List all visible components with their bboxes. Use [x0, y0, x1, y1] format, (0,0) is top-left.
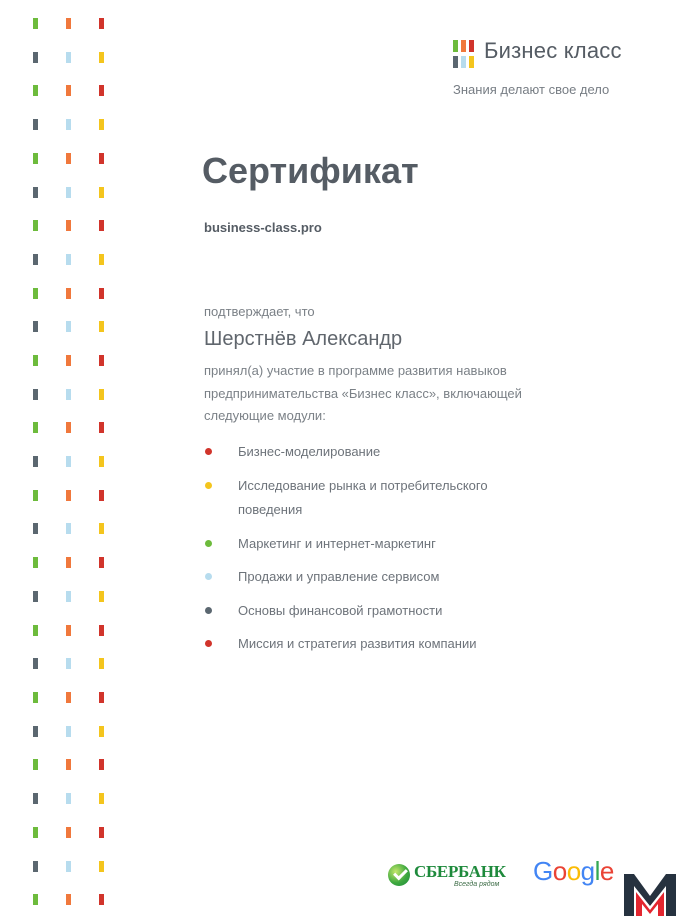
decorative-dot	[99, 220, 104, 231]
bullet-icon	[205, 573, 212, 580]
decorative-dot	[99, 894, 104, 905]
decorative-dot	[33, 726, 38, 737]
decorative-dot	[33, 861, 38, 872]
certificate-title: Сертификат	[202, 150, 419, 191]
decorative-dot	[33, 52, 38, 63]
decorative-dot	[99, 523, 104, 534]
google-letter: l	[594, 856, 600, 886]
decorative-dot	[33, 153, 38, 164]
decorative-dot	[33, 422, 38, 433]
decorative-dot	[33, 557, 38, 568]
decorative-dot-pattern	[0, 0, 120, 920]
decorative-dot	[33, 490, 38, 501]
decorative-dot	[66, 557, 71, 568]
decorative-dot	[99, 18, 104, 29]
decorative-dot	[33, 220, 38, 231]
decorative-dot	[99, 591, 104, 602]
module-label: Бизнес-моделирование	[238, 444, 381, 459]
google-letter: e	[599, 856, 614, 886]
decorative-dot	[99, 321, 104, 332]
decorative-dot	[99, 557, 104, 568]
m-logo-icon	[624, 872, 676, 916]
decorative-dot	[66, 523, 71, 534]
decorative-dot	[66, 793, 71, 804]
decorative-dot	[99, 254, 104, 265]
google-letter: G	[533, 856, 553, 886]
sberbank-name: СБЕРБАНК	[414, 862, 506, 881]
google-letter: o	[566, 856, 581, 886]
recipient-name: Шерстнёв Александр	[204, 328, 403, 350]
decorative-dot	[33, 658, 38, 669]
decorative-dot	[33, 254, 38, 265]
decorative-dot	[33, 389, 38, 400]
decorative-dot	[99, 692, 104, 703]
decorative-dot	[66, 591, 71, 602]
decorative-dot	[33, 119, 38, 130]
decorative-dot	[99, 759, 104, 770]
decorative-dot	[66, 389, 71, 400]
decorative-dot	[66, 52, 71, 63]
decorative-dot	[99, 85, 104, 96]
decorative-dot	[66, 254, 71, 265]
decorative-dot	[99, 153, 104, 164]
module-item	[204, 565, 534, 590]
decorative-dot	[66, 861, 71, 872]
decorative-dot	[33, 591, 38, 602]
decorative-dot	[33, 692, 38, 703]
bullet-icon	[205, 448, 212, 455]
website-link[interactable]: business-class.pro	[204, 220, 322, 235]
decorative-dot	[33, 456, 38, 467]
decorative-dot	[33, 793, 38, 804]
decorative-dot	[66, 18, 71, 29]
bullet-icon	[205, 607, 212, 614]
google-logo	[533, 856, 614, 887]
module-label: Исследование рынка и потребительского поведения	[238, 477, 488, 517]
decorative-dot	[33, 18, 38, 29]
module-label: Продажи и управление сервисом	[238, 569, 440, 584]
module-item	[204, 599, 534, 624]
decorative-dot	[33, 355, 38, 366]
decorative-dot	[99, 726, 104, 737]
decorative-dot	[33, 523, 38, 534]
decorative-dot	[66, 625, 71, 636]
decorative-dot	[33, 625, 38, 636]
sberbank-logo	[388, 860, 506, 892]
decorative-dot	[33, 85, 38, 96]
decorative-dot	[66, 187, 71, 198]
bullet-icon	[205, 540, 212, 547]
decorative-dot	[99, 355, 104, 366]
module-item	[204, 532, 534, 557]
decorative-dot	[99, 827, 104, 838]
decorative-dot	[66, 658, 71, 669]
module-item	[204, 440, 534, 465]
decorative-dot	[33, 827, 38, 838]
decorative-dot	[66, 827, 71, 838]
decorative-dot	[66, 119, 71, 130]
decorative-dot	[99, 456, 104, 467]
decorative-dot	[99, 422, 104, 433]
decorative-dot	[33, 894, 38, 905]
decorative-dot	[99, 119, 104, 130]
decorative-dot	[33, 321, 38, 332]
decorative-dot	[66, 355, 71, 366]
decorative-dot	[99, 389, 104, 400]
bullet-icon	[205, 482, 212, 489]
decorative-dot	[99, 861, 104, 872]
decorative-dot	[66, 220, 71, 231]
decorative-dot	[66, 894, 71, 905]
bullet-icon	[205, 640, 212, 647]
decorative-dot	[33, 288, 38, 299]
google-letter: g	[580, 856, 595, 886]
decorative-dot	[99, 52, 104, 63]
decorative-dot	[66, 153, 71, 164]
brand-tagline: Знания делают свое дело	[453, 82, 610, 97]
decorative-dot	[99, 288, 104, 299]
module-label: Маркетинг и интернет-маркетинг	[238, 535, 436, 551]
decorative-dot	[66, 85, 71, 96]
decorative-dot	[99, 187, 104, 198]
sberbank-tagline: Всегда рядом	[454, 881, 500, 888]
decorative-dot	[66, 692, 71, 703]
decorative-dot	[99, 490, 104, 501]
decorative-dot	[66, 759, 71, 770]
module-label: Основы финансовой грамотности	[238, 602, 443, 618]
decorative-dot	[66, 288, 71, 299]
decorative-dot	[33, 759, 38, 770]
decorative-dot	[66, 490, 71, 501]
decorative-dot	[99, 658, 104, 669]
decorative-dot	[33, 187, 38, 198]
confirmation-text: подтверждает, что	[204, 304, 315, 319]
decorative-dot	[99, 793, 104, 804]
brand-name: Бизнес класс	[484, 38, 622, 63]
google-letter: o	[552, 856, 567, 886]
brand-mark-icon	[453, 40, 479, 70]
decorative-dot	[66, 422, 71, 433]
decorative-dot	[66, 726, 71, 737]
decorative-dot	[99, 625, 104, 636]
module-list	[204, 440, 534, 666]
module-label: Миссия и стратегия развития компании	[238, 636, 477, 651]
program-description: принял(а) участие в программе развития навыков предпринимательства «Бизнес класс», включающей следующие модули:	[204, 363, 522, 423]
decorative-dot	[66, 456, 71, 467]
decorative-dot	[66, 321, 71, 332]
module-item	[204, 474, 534, 523]
module-item	[204, 632, 534, 657]
